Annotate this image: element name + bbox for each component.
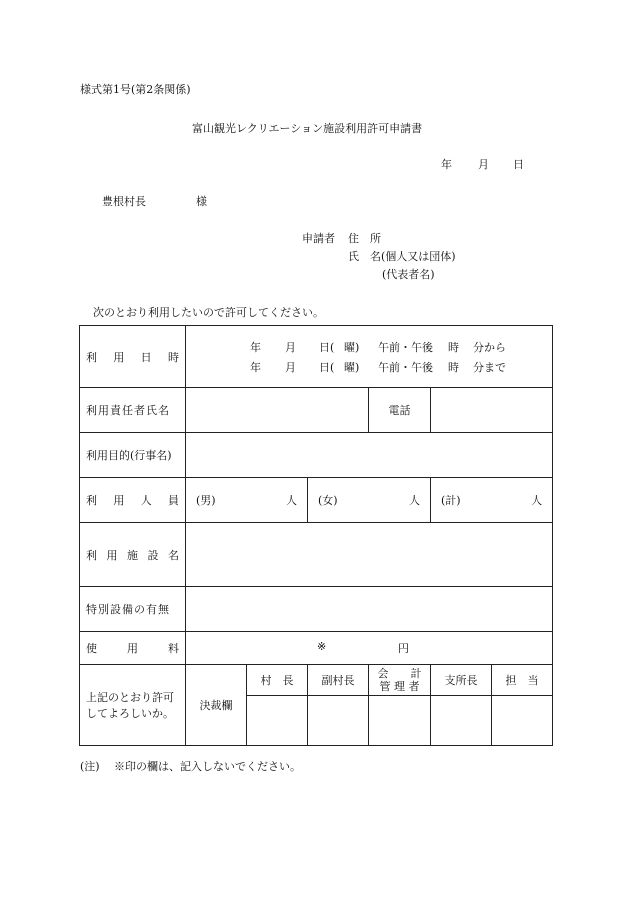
fee-row [80,632,553,665]
stamp-deputy[interactable] [308,696,369,746]
female-count-field[interactable]: (女) 人 [308,478,431,523]
approval-question: 上記のとおり許可 してよろしいか。 [80,665,186,746]
approver-deputy-label: 副村長 [308,665,369,696]
approver-charge-label: 担 当 [492,665,553,696]
usage-datetime-field[interactable]: 年 月 日( 曜) 午前・午後 時 分から 年 月 日( 曜) 午前・午後 時 分まで [186,326,553,388]
fee-unit: 円 [398,642,409,655]
fee-mark: ※ [317,640,327,653]
addressee-suffix: 様 [196,195,207,208]
name-label: 氏 名(個人又は団体) [348,250,456,263]
form-number: 様式第1号(第2条関係) [80,83,191,96]
approver-accounting-label: 会 計 管 理 者 [369,665,431,696]
decision-label: 決裁欄 [186,665,247,746]
date-month-label: 月 [478,158,489,171]
equipment-row [80,587,553,632]
date-year-label: 年 [441,158,452,171]
facility-label: 利 用 施 設 名 [80,523,186,587]
approval-header-row [80,665,553,696]
stamp-accounting[interactable] [369,696,431,746]
usage-datetime-label: 利 用 日 時 [80,326,186,388]
users-row [80,478,553,523]
facility-field[interactable] [186,523,553,587]
address-label: 住 所 [348,232,381,245]
responsible-person-row [80,388,553,433]
note-label: (注) [80,760,100,773]
representative-label: (代表者名) [382,268,435,281]
application-form-table [79,325,553,746]
responsible-person-field[interactable] [186,388,369,433]
intro-text: 次のとおり利用したいので許可してください。 [93,306,324,319]
stamp-mayor[interactable] [247,696,308,746]
equipment-label: 特別設備の有無 [80,587,186,632]
purpose-row [80,433,553,478]
fee-label: 使 用 料 [80,632,186,665]
users-label: 利 用 人 員 [80,478,186,523]
equipment-field[interactable] [186,587,553,632]
usage-datetime-row [80,326,553,388]
facility-row [80,523,553,587]
phone-label: 電話 [369,388,431,433]
responsible-person-label: 利用責任者氏名 [80,388,186,433]
page-title: 富山観光レクリエーション施設利用許可申請書 [192,122,423,135]
stamp-charge[interactable] [492,696,553,746]
addressee: 豊根村長 [102,195,146,208]
date-day-label: 日 [513,158,524,171]
purpose-label: 利用目的(行事名) [80,433,186,478]
total-count-field[interactable]: (計) 人 [431,478,553,523]
male-count-field[interactable]: (男) 人 [186,478,308,523]
note-text: ※印の欄は、記入しないでください。 [114,760,301,773]
phone-field[interactable] [431,388,553,433]
approver-branch-label: 支所長 [431,665,492,696]
fee-field [186,632,553,665]
applicant-label: 申請者 [302,232,335,245]
stamp-branch[interactable] [431,696,492,746]
purpose-field[interactable] [186,433,553,478]
approver-mayor-label: 村 長 [247,665,308,696]
